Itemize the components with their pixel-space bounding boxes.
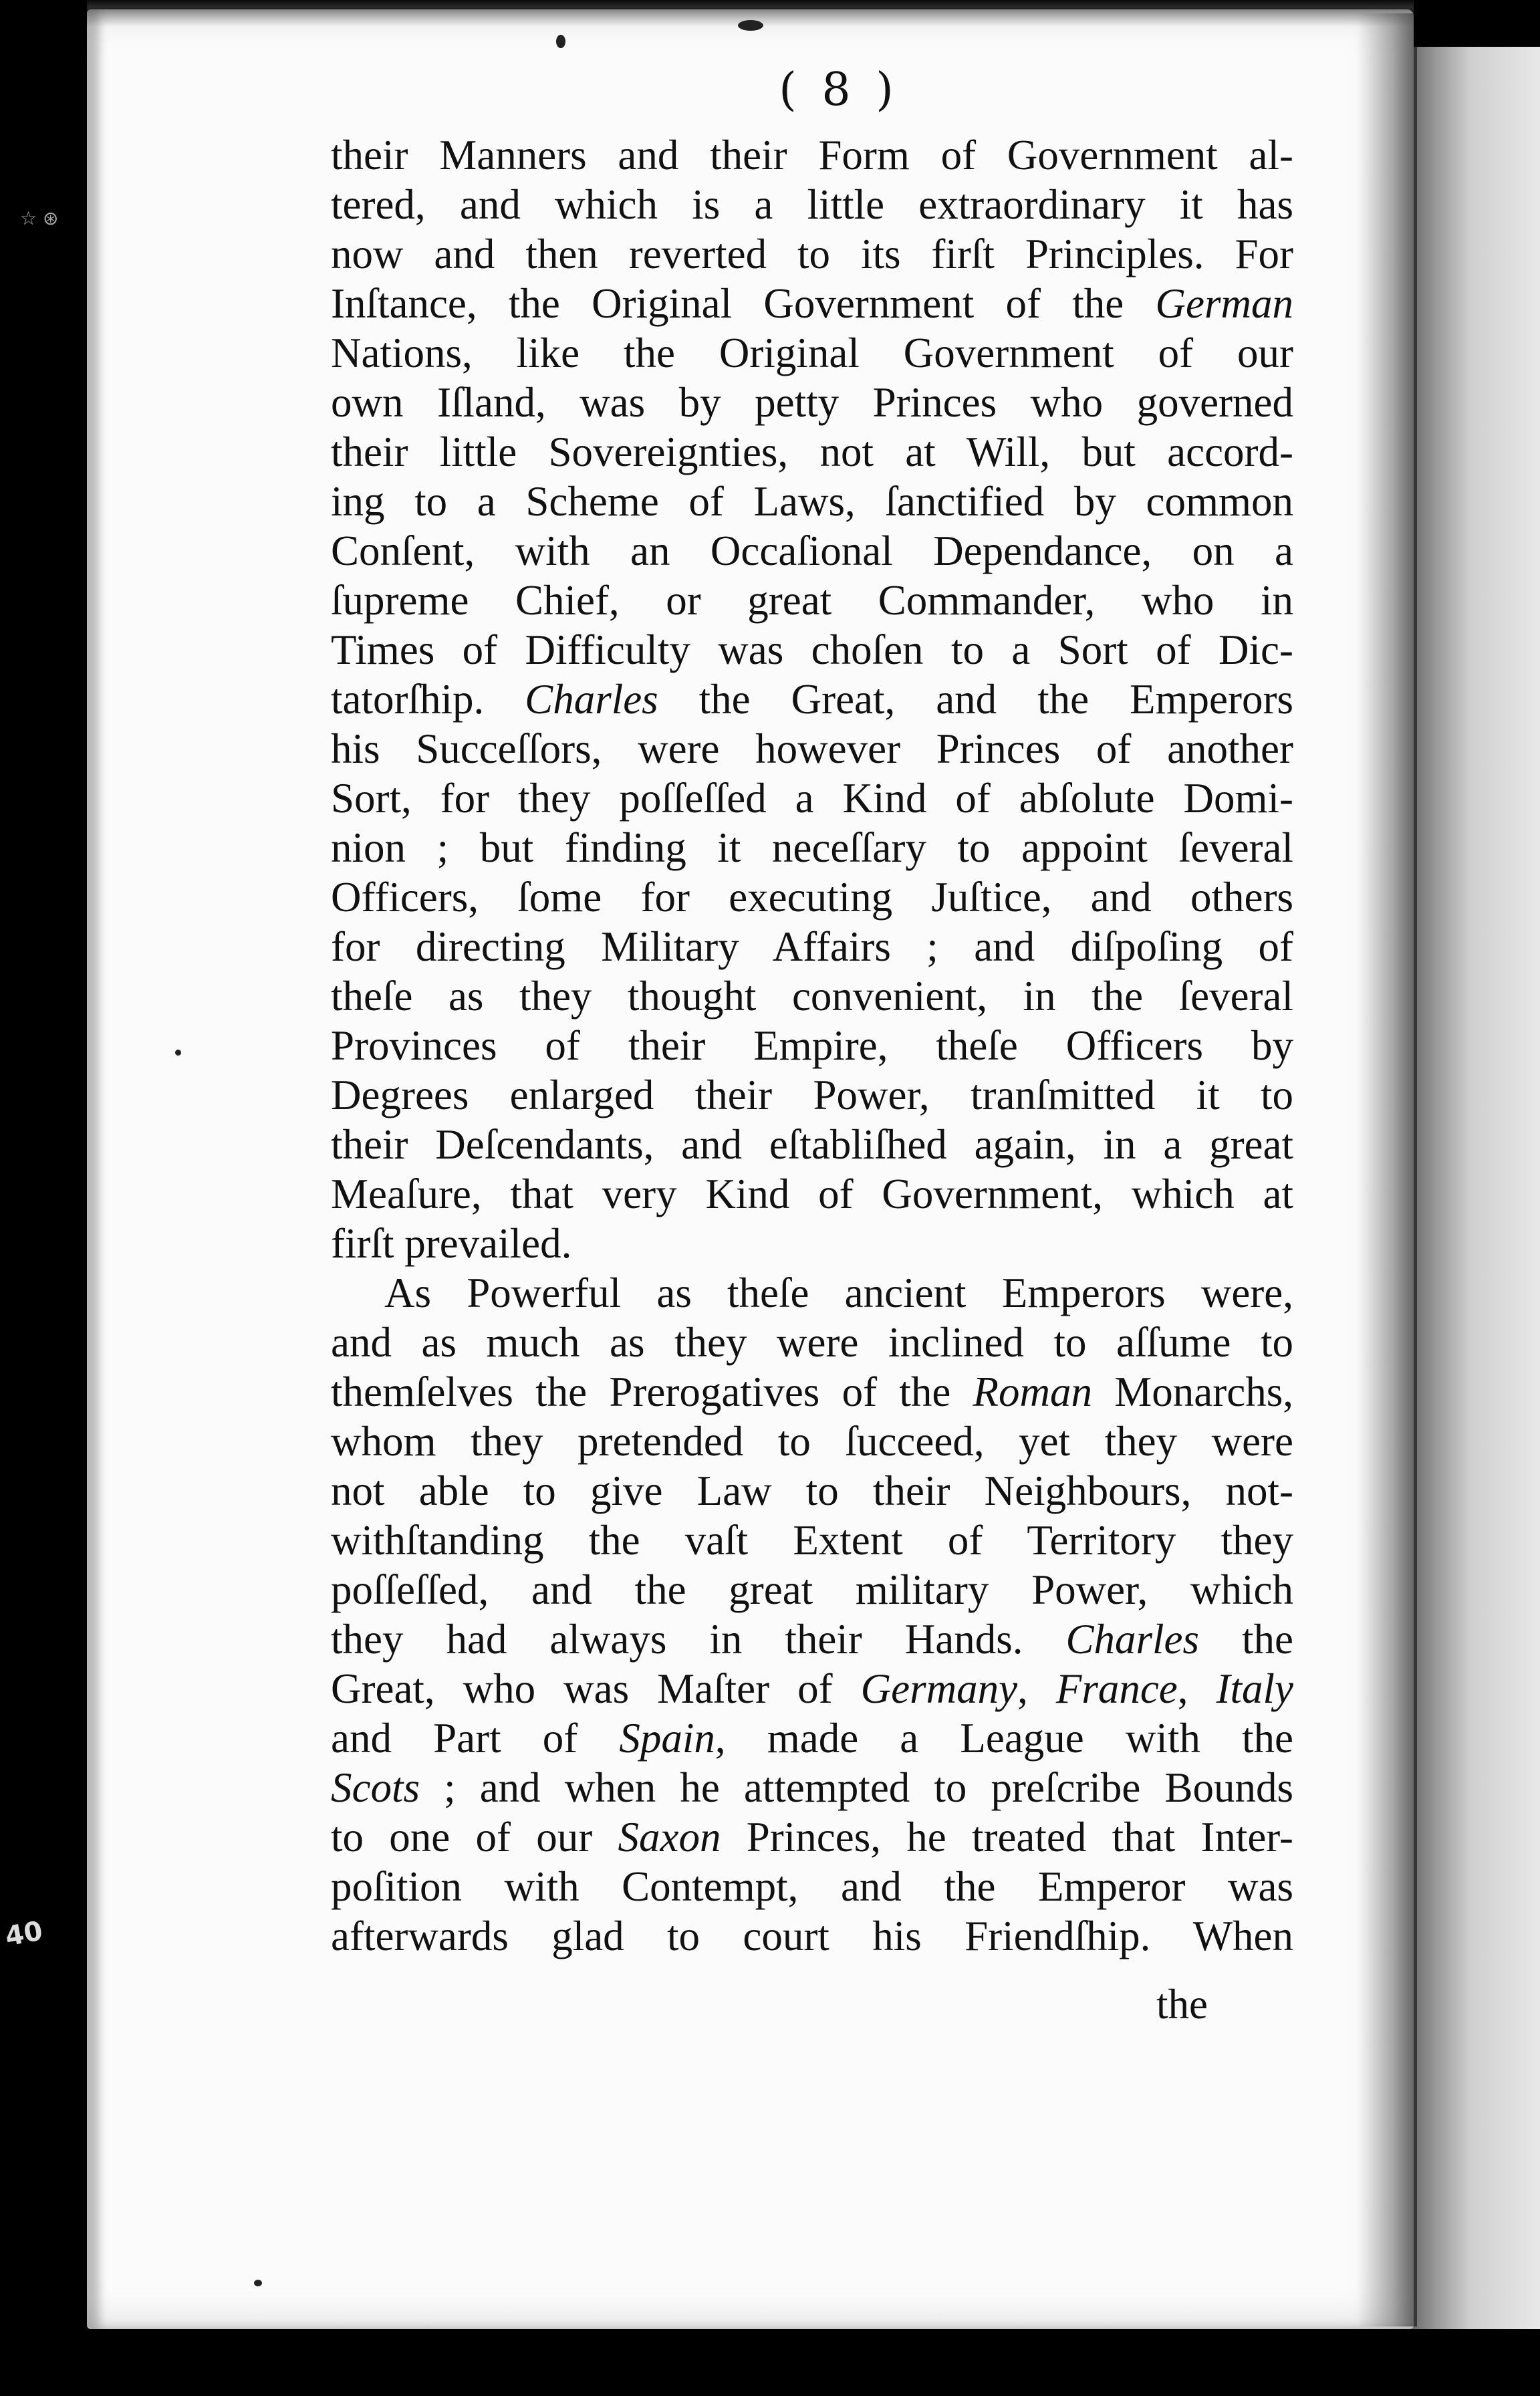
scan-bottom-border (0, 2329, 1540, 2396)
text-run: Times of Difficulty was choſen to a Sort of Dic- (331, 626, 1293, 673)
italic-text: Charles (1065, 1616, 1200, 1663)
text-run: ing to a Scheme of Laws, ſanctified by common (331, 478, 1293, 525)
text-line (331, 724, 1293, 773)
text-run: now and then reverted to its firſt Principles. For (331, 231, 1293, 277)
text-run: tered, and which is a little extraordinary it has (331, 181, 1293, 228)
text-run: Nations, like the Original Government of our (331, 330, 1293, 376)
text-line (331, 1763, 1293, 1812)
text-run: Provinces of their Empire, theſe Officers by (331, 1022, 1293, 1069)
text-line (331, 773, 1293, 823)
text-run: Monarchs, (1092, 1368, 1293, 1415)
text-run: for directing Military Affairs ; and diſpoſing of (331, 923, 1293, 970)
text-line (331, 378, 1293, 427)
text-run: their Manners and their Form of Government al- (331, 132, 1293, 178)
text-line (331, 1219, 1293, 1268)
text-run: they had always in their Hands. (331, 1616, 1066, 1663)
text-run: Officers, ſome for executing Juſtice, and others (331, 874, 1293, 921)
text-run: Conſent, with an Occaſional Dependance, on a (331, 527, 1293, 574)
text-line (331, 229, 1293, 279)
italic-text: Saxon (618, 1814, 721, 1861)
text-line (331, 675, 1293, 724)
text-run: Degrees enlarged their Power, tranſmitted it to (331, 1072, 1293, 1118)
spine-label: 40 (3, 1915, 45, 1953)
text-line (331, 1070, 1293, 1120)
ink-speck (175, 1050, 181, 1056)
text-line (331, 328, 1293, 378)
text-run: nion ; but finding it neceſſary to appoint ſeveral (331, 824, 1293, 871)
italic-text: Germany (860, 1665, 1018, 1712)
text-run: theſe as they thought convenient, in the ſeveral (331, 973, 1293, 1020)
text-run: , (1177, 1665, 1216, 1712)
text-line (331, 1713, 1293, 1763)
italic-text: Charles (525, 676, 658, 723)
text-line (331, 1812, 1293, 1862)
text-run: and Part of (331, 1715, 620, 1762)
page-curl-shadow (1357, 13, 1417, 2326)
text-line (331, 1367, 1293, 1417)
text-line (331, 1169, 1293, 1219)
text-run: themſelves the Prerogatives of the (331, 1368, 973, 1415)
text-run: ; and when he attempted to preſcribe Bounds (419, 1764, 1293, 1811)
text-run: As Powerful as theſe ancient Emperors were, (384, 1270, 1293, 1316)
text-run: to one of our (331, 1814, 618, 1861)
text-line (331, 971, 1293, 1021)
page-number: ( 8 ) (779, 64, 899, 116)
text-line (331, 1318, 1293, 1367)
text-run: afterwards glad to court his Friendſhip. When (331, 1913, 1293, 1959)
text-line (331, 872, 1293, 922)
catchword: the (1156, 1981, 1208, 2028)
italic-text: German (1155, 280, 1293, 327)
ink-speck (556, 35, 565, 48)
text-line (331, 279, 1293, 328)
text-run: , made a League with the (715, 1715, 1293, 1762)
italic-text: France (1055, 1665, 1178, 1712)
text-run: not able to give Law to their Neighbours, not- (331, 1467, 1293, 1514)
text-run: Sort, for they poſſeſſed a Kind of abſolute Domi- (331, 775, 1293, 822)
text-line (331, 625, 1293, 675)
text-run: and as much as they were inclined to aſſume to (331, 1319, 1293, 1366)
text-line (331, 427, 1293, 477)
text-run: , (1017, 1665, 1056, 1712)
italic-text: Roman (973, 1368, 1093, 1415)
text-run: the (1199, 1616, 1293, 1663)
text-line (331, 1862, 1293, 1911)
ink-speck (738, 20, 763, 31)
text-line (331, 922, 1293, 971)
text-run: withſtanding the vaſt Extent of Territory they (331, 1517, 1293, 1564)
text-run: Princes, he treated that Inter- (721, 1814, 1293, 1861)
text-run: their little Sovereignties, not at Will, but accord- (331, 429, 1293, 475)
text-line (331, 1911, 1293, 1961)
text-run: ſupreme Chief, or great Commander, who in (331, 577, 1293, 624)
text-line (331, 526, 1293, 576)
italic-text: Spain (619, 1715, 715, 1762)
text-line (331, 576, 1293, 625)
text-line (331, 1021, 1293, 1070)
italic-text: Italy (1216, 1665, 1294, 1712)
text-line (331, 1614, 1293, 1664)
text-line (331, 1664, 1293, 1713)
facing-page-edge (1410, 47, 1540, 2387)
text-run: their Deſcendants, and eſtabliſhed again, in a great (331, 1121, 1293, 1168)
text-run: tatorſhip. (331, 676, 525, 723)
text-line (331, 823, 1293, 872)
text-line (331, 1565, 1293, 1614)
text-line (331, 1268, 1293, 1318)
text-line (331, 1516, 1293, 1565)
text-run: the Great, and the Emperors (658, 676, 1293, 723)
text-line (331, 180, 1293, 229)
text-run: Inſtance, the Original Government of the (331, 280, 1156, 327)
text-line (331, 1417, 1293, 1466)
ink-speck (254, 2280, 262, 2286)
italic-text: Scots (331, 1764, 420, 1811)
text-run: his Succeſſors, were however Princes of another (331, 725, 1293, 772)
text-line (331, 477, 1293, 526)
body-text (331, 130, 1293, 1961)
text-run: Meaſure, that very Kind of Government, which at (331, 1171, 1293, 1217)
spine-marks: ☆ ⊛ (20, 207, 59, 229)
text-line (331, 130, 1293, 180)
text-line (331, 1466, 1293, 1516)
text-run: firſt prevailed. (331, 1220, 572, 1267)
text-line (331, 1120, 1293, 1169)
book-spine-gutter (0, 0, 87, 2396)
text-run: Great, who was Maſter of (331, 1665, 861, 1712)
text-run: poſſeſſed, and the great military Power, which (331, 1566, 1293, 1613)
text-run: own Iſland, was by petty Princes who governed (331, 379, 1293, 426)
text-run: whom they pretended to ſucceed, yet they were (331, 1418, 1293, 1465)
text-run: poſition with Contempt, and the Emperor was (331, 1863, 1293, 1910)
